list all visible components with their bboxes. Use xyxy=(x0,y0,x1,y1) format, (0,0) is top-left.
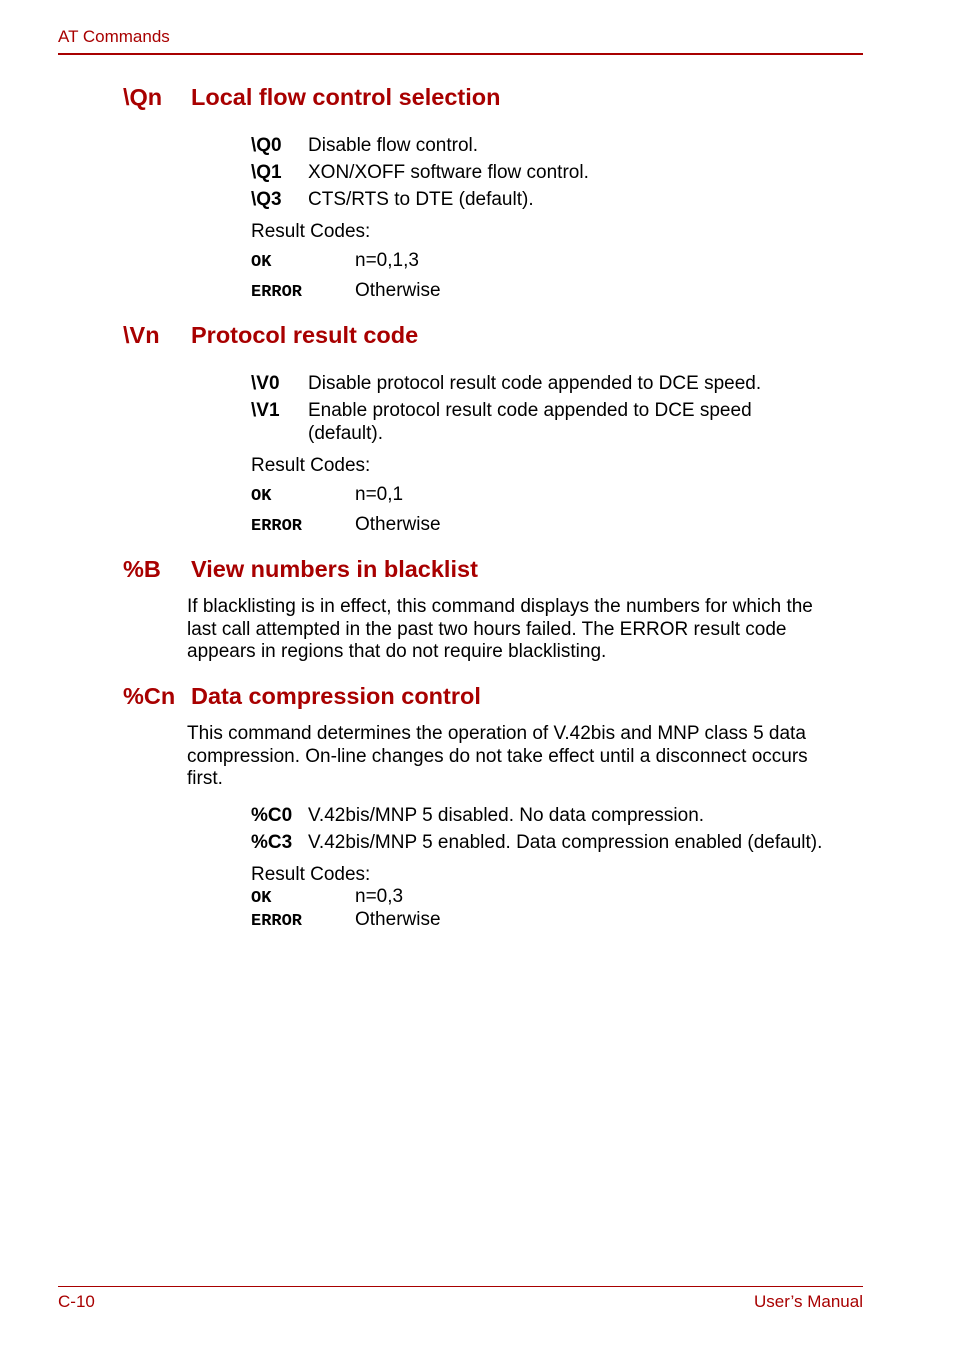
paragraph-line: If blacklisting is in effect, this command displays the numbers for which the xyxy=(187,596,813,617)
command-description: Disable flow control. xyxy=(308,135,479,156)
command-code: \Q3 xyxy=(251,189,282,210)
section-code: \Vn xyxy=(123,322,160,348)
result-code: ERROR xyxy=(251,283,303,302)
result-code: OK xyxy=(251,253,272,272)
command-code: \Q0 xyxy=(251,135,282,156)
result-code: ERROR xyxy=(251,912,303,931)
page-number: C-10 xyxy=(58,1292,95,1311)
paragraph-line: appears in regions that do not require blacklisting. xyxy=(187,641,607,662)
footer-rule xyxy=(58,1286,863,1287)
section-title: Protocol result code xyxy=(191,322,419,348)
section-paragraph xyxy=(187,596,867,664)
command-description: XON/XOFF software flow control. xyxy=(308,162,589,183)
result-codes-label: Result Codes: xyxy=(251,455,371,476)
command-description-continued: (default). xyxy=(308,423,383,444)
section-paragraph xyxy=(187,723,867,791)
result-description: Otherwise xyxy=(355,280,441,301)
header-rule xyxy=(58,53,863,55)
result-description: n=0,1,3 xyxy=(355,250,419,271)
running-header: AT Commands xyxy=(58,27,170,46)
command-code: \V0 xyxy=(251,373,280,394)
paragraph-line: compression. On-line changes do not take effect until a disconnect occurs xyxy=(187,745,808,767)
command-code: %C0 xyxy=(251,805,293,826)
section-title: Data compression control xyxy=(191,683,481,709)
section-code: \Qn xyxy=(123,84,163,110)
section-title: Local flow control selection xyxy=(191,84,501,110)
paragraph-line: first. xyxy=(187,768,223,789)
result-code: ERROR xyxy=(251,517,303,536)
result-code: OK xyxy=(251,889,272,908)
section-code: %B xyxy=(123,556,161,582)
result-code: OK xyxy=(251,487,272,506)
paragraph-line: last call attempted in the past two hours failed. The ERROR result code xyxy=(187,618,787,640)
result-description: n=0,1 xyxy=(355,484,404,505)
command-code: %C3 xyxy=(251,832,293,853)
command-code: \V1 xyxy=(251,400,280,421)
command-description: Enable protocol result code appended to DCE speed xyxy=(308,400,752,421)
command-code: \Q1 xyxy=(251,162,282,183)
command-description: CTS/RTS to DTE (default). xyxy=(308,189,534,210)
result-description: Otherwise xyxy=(355,909,441,930)
paragraph-line: This command determines the operation of V.42bis and MNP class 5 data xyxy=(187,723,806,744)
result-codes-label: Result Codes: xyxy=(251,221,371,242)
result-codes-label: Result Codes: xyxy=(251,864,371,885)
section-code: %Cn xyxy=(123,683,176,709)
command-description: V.42bis/MNP 5 disabled. No data compression. xyxy=(308,805,705,826)
result-description: n=0,3 xyxy=(355,886,404,907)
command-description: V.42bis/MNP 5 enabled. Data compression enabled (default). xyxy=(308,832,823,853)
command-description: Disable protocol result code appended to DCE speed. xyxy=(308,373,762,394)
result-description: Otherwise xyxy=(355,514,441,535)
section-title: View numbers in blacklist xyxy=(191,556,478,582)
manual-title: User’s Manual xyxy=(754,1292,863,1311)
